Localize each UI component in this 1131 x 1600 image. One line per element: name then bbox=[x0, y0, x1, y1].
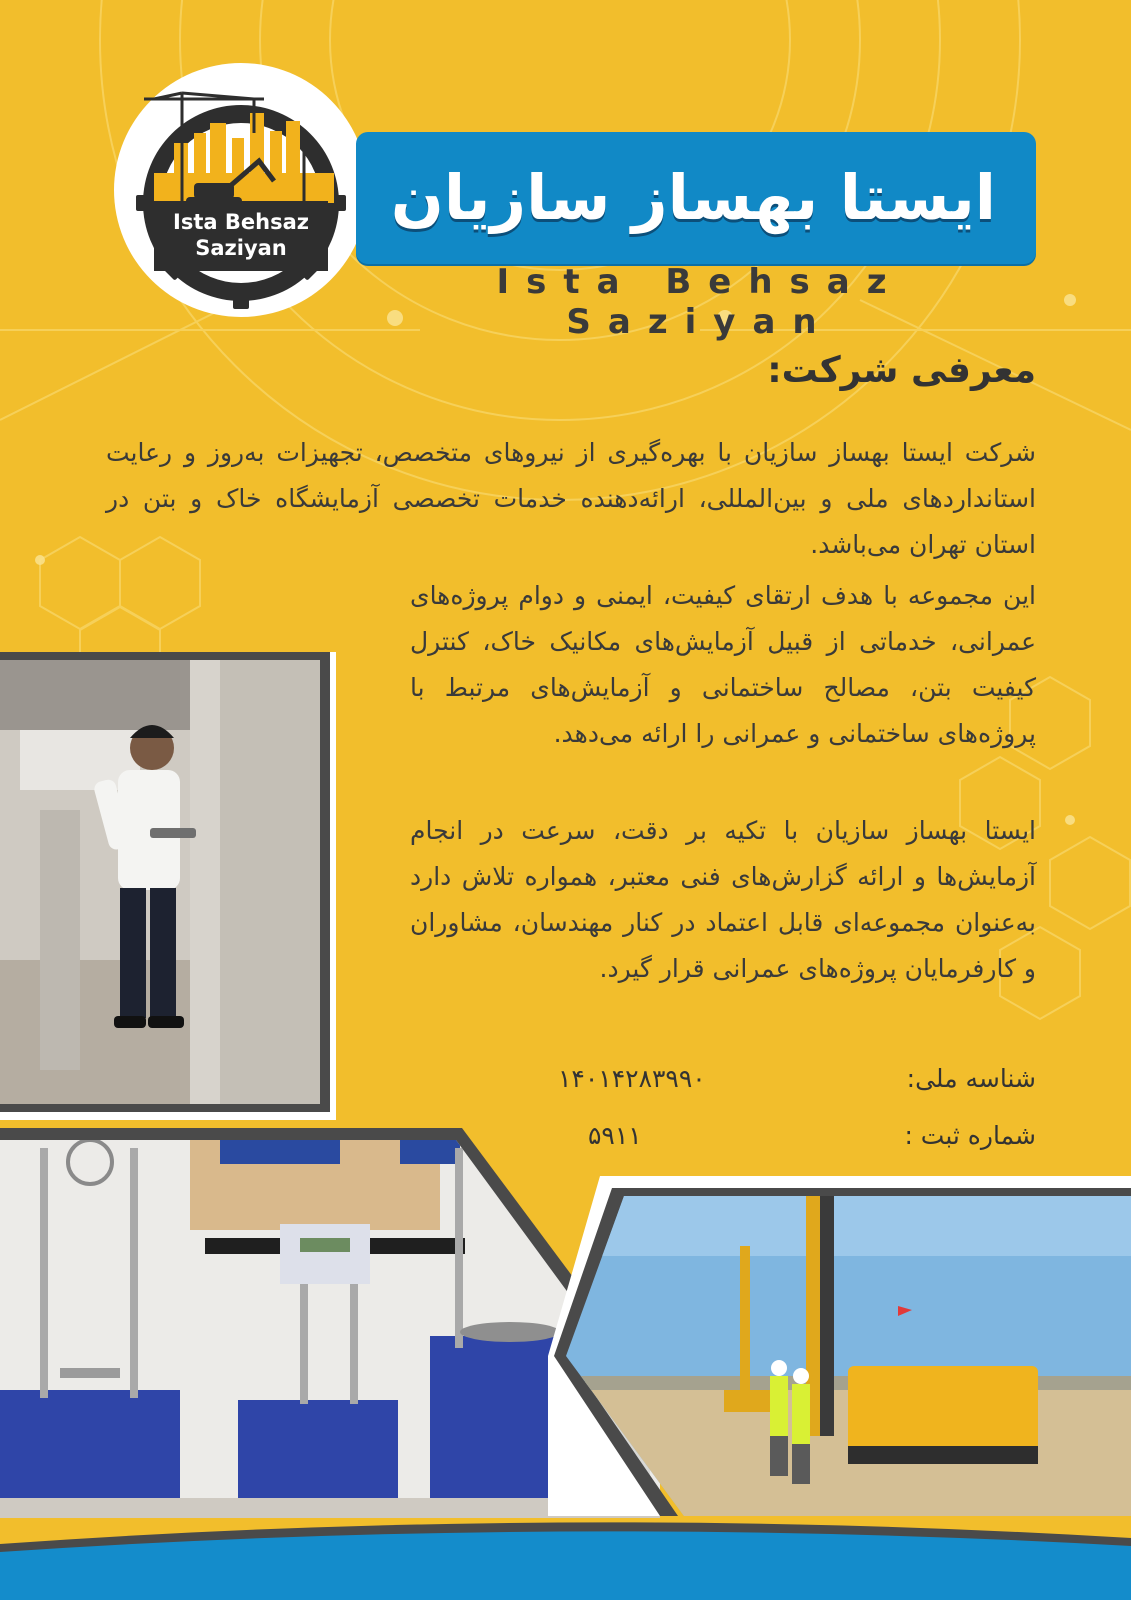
title-banner bbox=[356, 132, 1036, 264]
intro-paragraph-3: ایستا بهساز سازیان با تکیه بر دقت، سرعت در انجام آزمایش‌ها و ارائه گزارش‌های فنی معتبر، همواره تلاش دارد به‌عنوان مجموعه‌ای قابل اعتماد در کنار مهندسان، مشاوران و کارفرمایان پروژه‌های عمرانی قرار گیرد. bbox=[410, 816, 1036, 983]
registration-label: شماره ثبت : bbox=[904, 1121, 1036, 1150]
national-id-value: ۱۴۰۱۴۲۸۳۹۹۰ bbox=[558, 1064, 706, 1093]
intro-paragraph-2: این مجموعه با هدف ارتقای کیفیت، ایمنی و دوام پروژه‌های عمرانی، خدماتی از قبیل آزمایش‌های مکانیک خاک، کنترل کیفیت بتن، مصالح ساختمانی و آزمایش‌های مرتبط با پروژه‌های ساختمانی و عمرانی را ارائه می‌دهد. bbox=[410, 581, 1036, 748]
section-heading: معرفی شرکت: bbox=[767, 350, 1036, 391]
title-latin: Ista Behsaz Saziyan bbox=[496, 262, 904, 342]
intro-paragraph-1: شرکت ایستا بهساز سازیان با بهره‌گیری از نیروهای متخصص، تجهیزات به‌روز و رعایت استانداردهای ملی و بین‌المللی، ارائه‌دهنده خدمات تخصصی آزمایشگاه خاک و بتن در استان تهران می‌باشد. bbox=[106, 438, 1036, 559]
logo-text-line2: Saziyan bbox=[195, 236, 287, 260]
company-logo bbox=[114, 63, 368, 317]
logo-text-line1: Ista Behsaz bbox=[173, 210, 309, 234]
photo-technician bbox=[0, 652, 336, 1120]
photo-drilling-site bbox=[548, 1176, 1131, 1516]
registration-value: ۵۹۱۱ bbox=[588, 1121, 642, 1150]
page-title: ایستا بهساز سازیان bbox=[390, 161, 996, 234]
bottom-band bbox=[0, 1508, 1131, 1600]
national-id-label: شناسه ملی: bbox=[906, 1064, 1036, 1093]
